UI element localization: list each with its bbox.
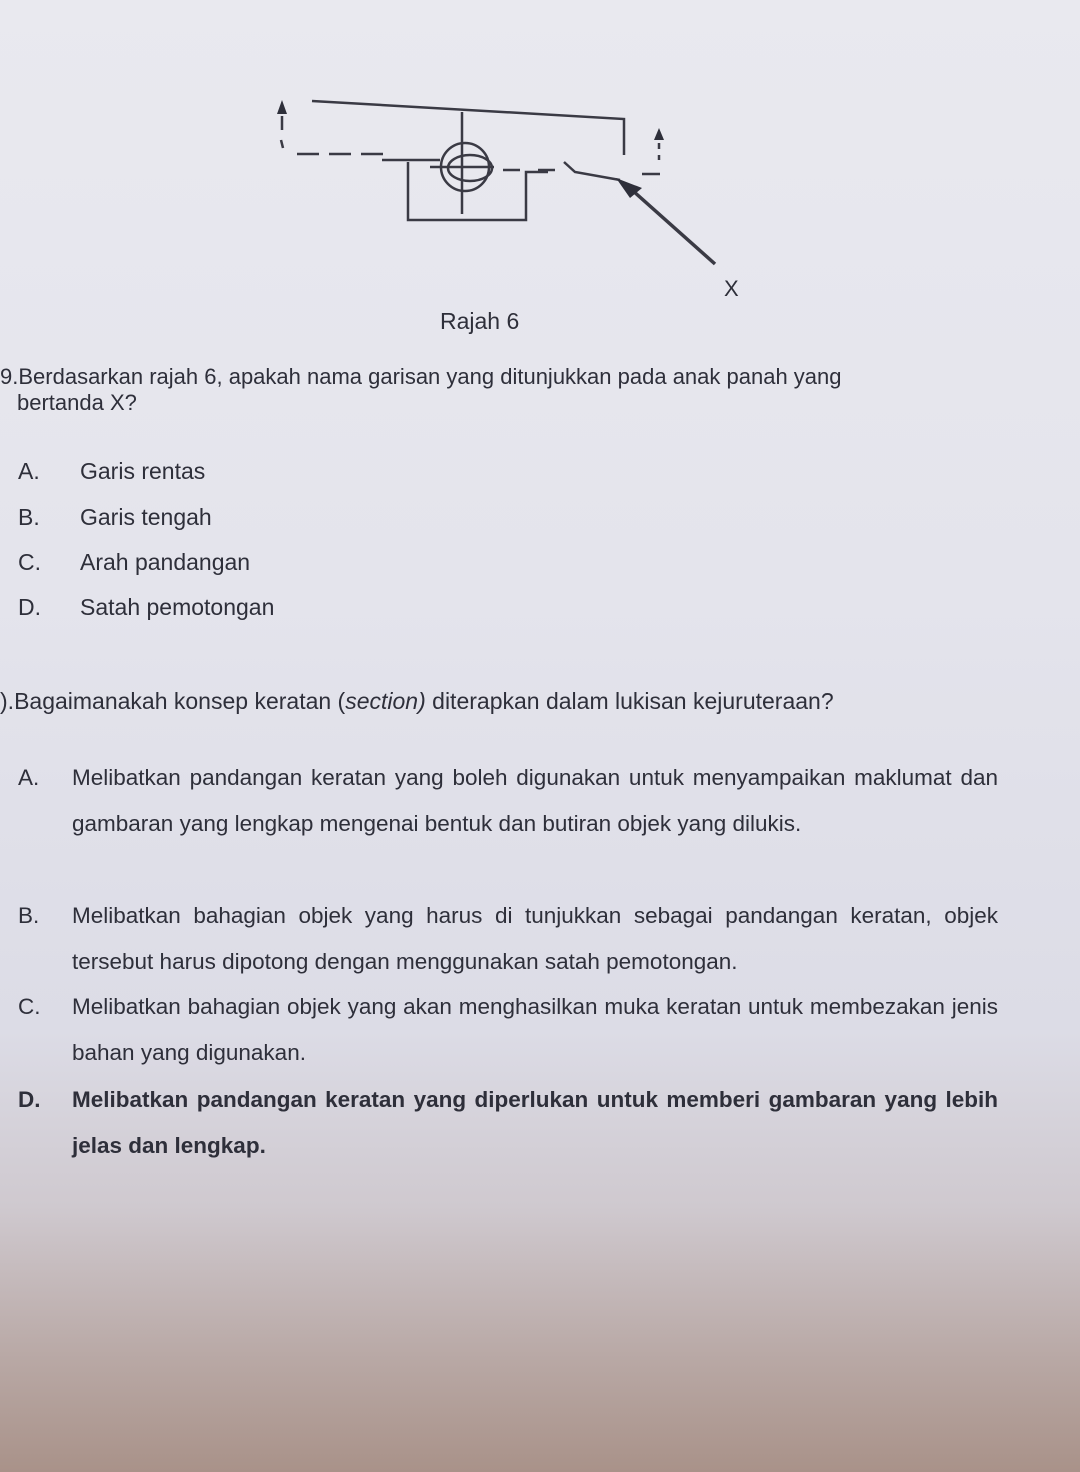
question-9: [0, 364, 1040, 416]
option-text: Melibatkan bahagian objek yang akan menghasilkan muka keratan untuk membezakan jenis bahan yang digunakan.: [72, 994, 998, 1065]
figure-rajah-6: [0, 0, 1080, 300]
option-letter: A.: [18, 458, 40, 484]
lower-block: [408, 162, 548, 220]
q9-option-a[interactable]: [18, 458, 205, 485]
arrowhead-up-left: [277, 100, 287, 114]
option-letter: D.: [18, 1087, 41, 1112]
part-outline: [312, 101, 624, 155]
q9-option-d[interactable]: [18, 594, 274, 621]
left-arrow-tail: [281, 140, 283, 148]
option-text: Satah pemotongan: [80, 594, 275, 620]
option-text: Garis rentas: [80, 458, 206, 484]
question-9-text-line2: bertanda X?: [17, 390, 137, 415]
option-letter: C.: [18, 549, 41, 575]
option-text: Arah pandangan: [80, 549, 251, 575]
question-9-number: 9.: [0, 364, 19, 389]
figure-caption: Rajah 6: [440, 308, 520, 334]
option-text: Melibatkan pandangan keratan yang boleh digunakan untuk menyampaikan maklumat dan gambaran yang lengkap mengenai bentuk dan butiran objek yang dilukis.: [72, 765, 998, 836]
q9-option-b[interactable]: [18, 504, 212, 531]
pointer-arrow-line: [632, 190, 715, 264]
option-text: Melibatkan bahagian objek yang harus di tunjukkan sebagai pandangan keratan, objek tersebut harus dipotong dengan menggunakan satah pemotongan.: [72, 903, 998, 974]
option-letter: B.: [18, 504, 40, 530]
q9-option-c[interactable]: [18, 549, 250, 576]
option-letter: B.: [18, 903, 40, 928]
option-letter: A.: [18, 765, 40, 790]
arrow-x-label: X: [724, 276, 739, 300]
q10-option-c[interactable]: [18, 984, 998, 1076]
q10-option-d[interactable]: [18, 1077, 998, 1169]
question-9-text-line1: Berdasarkan rajah 6, apakah nama garisan yang ditunjukkan pada anak panah yang: [18, 364, 842, 389]
q10-option-b[interactable]: [18, 893, 998, 985]
option-text: Melibatkan pandangan keratan yang diperlukan untuk memberi gambaran yang lebih jelas dan lengkap.: [72, 1087, 998, 1158]
question-10: [0, 688, 834, 714]
question-10-number: ).: [0, 688, 15, 714]
step-right: [564, 162, 620, 180]
option-text: Garis tengah: [80, 504, 212, 530]
question-10-text-after: diterapkan dalam lukisan kejuruteraan?: [425, 688, 834, 714]
option-letter: C.: [18, 994, 41, 1019]
question-10-text-italic: section): [345, 688, 426, 714]
option-letter: D.: [18, 594, 41, 620]
arrowhead-up-right: [654, 128, 664, 140]
question-10-text-before: Bagaimanakah konsep keratan (: [14, 688, 346, 714]
q10-option-a[interactable]: [18, 755, 998, 847]
